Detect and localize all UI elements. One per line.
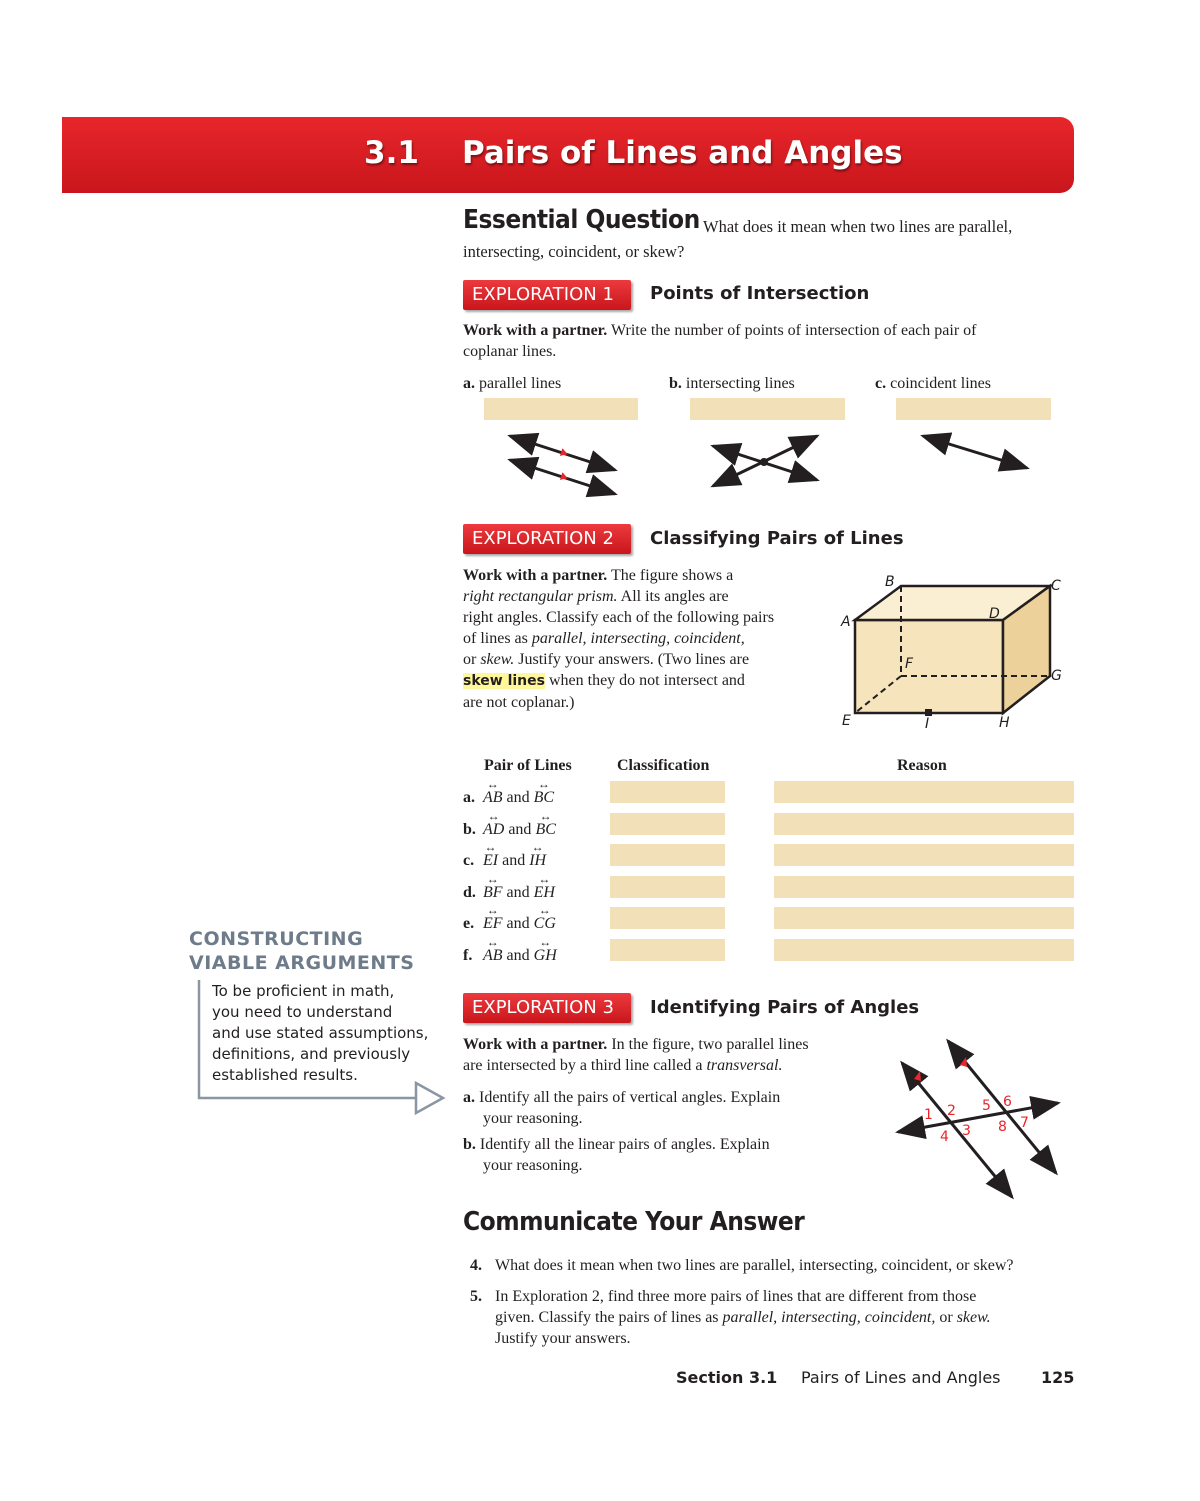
item-text: your reasoning. xyxy=(483,1157,583,1174)
row-letter: c. xyxy=(463,852,475,869)
vertex-label: D xyxy=(989,606,1000,622)
vertex-label: C xyxy=(1051,578,1061,594)
line-name: ↔ BC xyxy=(534,787,554,808)
intro-text: are not coplanar.) xyxy=(463,694,575,711)
classification-input[interactable] xyxy=(610,813,725,835)
line-name: ↔ BC xyxy=(535,819,555,840)
header-reason: Reason xyxy=(897,757,947,774)
reason-input[interactable] xyxy=(774,844,1074,866)
row-letter: d. xyxy=(463,883,476,901)
pairs-table xyxy=(463,781,1075,970)
intro-text: The figure shows a xyxy=(611,567,734,584)
and-text: and xyxy=(508,820,532,838)
item-text: Identify all the linear pairs of angles. Explain xyxy=(479,1136,770,1153)
answer-box-coincident[interactable] xyxy=(896,398,1051,420)
exploration3-intro xyxy=(463,1034,863,1076)
row-letter: e. xyxy=(463,915,475,932)
parallel-lines-diagram xyxy=(500,428,630,500)
angle-label: 2 xyxy=(947,1103,956,1119)
vertex-label: A xyxy=(841,614,851,630)
vertex-label: H xyxy=(999,715,1010,731)
intro-text: In the figure, two parallel lines xyxy=(611,1036,809,1053)
classification-input[interactable] xyxy=(610,939,725,961)
exploration2-title: Classifying Pairs of Lines xyxy=(650,528,904,549)
intro-text: Justify your answers. (Two lines are xyxy=(518,651,750,668)
vertex-label: G xyxy=(1051,668,1062,684)
line-name: ↔ GH xyxy=(534,945,557,966)
question-term: parallel, intersecting, coincident, xyxy=(722,1309,936,1326)
and-text: and xyxy=(502,852,526,869)
footer-section: Section 3.1 xyxy=(676,1368,778,1387)
angle-label: 5 xyxy=(982,1098,991,1114)
question-text: or xyxy=(939,1309,953,1326)
intro-text: of lines as xyxy=(463,630,528,647)
vertex-label: I xyxy=(925,716,930,732)
item-parallel-lines xyxy=(463,373,561,394)
header-pair-of-lines: Pair of Lines xyxy=(484,757,572,774)
intro-text: when they do not intersect and xyxy=(548,672,745,689)
angle-label: 4 xyxy=(940,1129,949,1145)
intro-text: right angles. Classify each of the following pairs xyxy=(463,609,775,626)
reason-input[interactable] xyxy=(774,939,1074,961)
classification-input[interactable] xyxy=(610,844,725,866)
and-text: and xyxy=(506,789,530,806)
row-letter: a. xyxy=(463,789,475,806)
angle-label: 8 xyxy=(998,1119,1007,1135)
coincident-lines-diagram xyxy=(915,428,1035,476)
and-text: and xyxy=(506,915,530,932)
table-row xyxy=(463,939,1075,971)
sidebar-line: definitions, and previously xyxy=(212,1045,411,1063)
intersecting-lines-diagram xyxy=(705,428,825,494)
intro-bold: Work with a partner. xyxy=(463,567,608,584)
line-name: ↔ AB xyxy=(483,945,503,966)
classification-input[interactable] xyxy=(610,781,725,803)
item-label: parallel lines xyxy=(479,375,562,392)
line-name: ↔ AB xyxy=(483,787,503,808)
table-row xyxy=(463,813,1075,845)
intro-bold: Work with a partner. xyxy=(463,1036,608,1053)
item-letter: a. xyxy=(463,1089,475,1106)
section-number: 3.1 xyxy=(364,135,419,171)
exploration2-intro xyxy=(463,565,823,713)
intro-bold: Work with a partner. xyxy=(463,322,608,339)
line-name: ↔ EI xyxy=(483,850,498,871)
item-letter: a. xyxy=(463,375,475,392)
essential-question-line2: intersecting, coincident, or skew? xyxy=(463,242,685,261)
exploration1-intro xyxy=(463,320,1063,341)
angle-label: 7 xyxy=(1020,1115,1029,1131)
exploration1-title: Points of Intersection xyxy=(650,283,870,304)
question-4 xyxy=(470,1255,1070,1276)
answer-box-intersecting[interactable] xyxy=(690,398,845,420)
intro-line1: Write the number of points of intersection of each pair of xyxy=(611,322,977,339)
vertex-label: F xyxy=(905,656,914,672)
sidebar-heading-line: VIABLE ARGUMENTS xyxy=(189,952,415,974)
item-letter: b. xyxy=(463,1136,476,1153)
question-number: 4. xyxy=(470,1257,482,1274)
reason-input[interactable] xyxy=(774,813,1074,835)
item-text: your reasoning. xyxy=(483,1110,583,1127)
section-banner xyxy=(62,117,1074,193)
question-text: given. Classify the pairs of lines as xyxy=(495,1309,719,1326)
angle-label: 3 xyxy=(962,1123,971,1139)
sidebar-heading-line: CONSTRUCTING xyxy=(189,928,364,950)
exploration3-badge: EXPLORATION 3 xyxy=(463,993,631,1023)
intro-text: are intersected by a third line called a xyxy=(463,1057,703,1074)
exploration3-title: Identifying Pairs of Angles xyxy=(650,997,920,1018)
vertex-label: B xyxy=(885,574,895,590)
intro-term: transversal. xyxy=(706,1057,783,1074)
and-text: and xyxy=(506,883,530,901)
sidebar-line: To be proficient in math, xyxy=(212,982,395,1000)
section-title: Pairs of Lines and Angles xyxy=(462,135,903,171)
question-text: In Exploration 2, find three more pairs of lines that are different from those xyxy=(495,1288,977,1305)
communicate-heading: Communicate Your Answer xyxy=(463,1207,805,1237)
intro-text: or xyxy=(463,651,477,668)
sidebar-arrow-icon xyxy=(190,975,450,1125)
header-classification: Classification xyxy=(617,757,710,774)
exploration1-intro-line2: coplanar lines. xyxy=(463,343,557,360)
intro-text: All its angles are xyxy=(620,588,729,605)
line-name: ↔ AD xyxy=(483,819,504,840)
skew-lines-vocab[interactable]: skew lines xyxy=(463,673,545,689)
question-number: 5. xyxy=(470,1288,482,1305)
item-label: intersecting lines xyxy=(685,375,795,392)
line-name: ↔ EF xyxy=(483,913,503,934)
exploration3-item-b xyxy=(463,1134,863,1176)
classification-input[interactable] xyxy=(610,876,725,898)
page-number: 125 xyxy=(1041,1368,1075,1387)
line-name: ↔ CG xyxy=(534,913,556,934)
item-letter: b. xyxy=(669,375,682,392)
question-text: What does it mean when two lines are parallel, intersecting, coincident, or skew? xyxy=(495,1257,1014,1274)
line-name: ↔ BF xyxy=(483,882,503,903)
angle-label: 1 xyxy=(924,1107,933,1123)
exploration3-item-a xyxy=(463,1087,863,1129)
row-letter: b. xyxy=(463,820,476,838)
angle-label: 6 xyxy=(1003,1094,1012,1110)
essential-question-line1: What does it mean when two lines are parallel, xyxy=(703,217,1013,236)
intro-term: right rectangular prism. xyxy=(463,588,618,605)
item-text: Identify all the pairs of vertical angles. Explain xyxy=(479,1089,781,1106)
line-name: ↔ IH xyxy=(529,850,546,871)
exploration2-badge: EXPLORATION 2 xyxy=(463,524,631,554)
reason-input[interactable] xyxy=(774,876,1074,898)
and-text: and xyxy=(506,946,530,964)
exploration1-badge: EXPLORATION 1 xyxy=(463,280,631,310)
item-intersecting-lines xyxy=(669,373,795,394)
intro-term: parallel, intersecting, coincident, xyxy=(531,630,745,647)
transversal-diagram xyxy=(890,1035,1065,1205)
vertex-label: E xyxy=(842,713,851,729)
sidebar-line: you need to understand xyxy=(212,1003,393,1021)
question-text: Justify your answers. xyxy=(495,1330,631,1347)
question-5 xyxy=(470,1286,1070,1347)
question-term: skew. xyxy=(956,1309,991,1326)
reason-input[interactable] xyxy=(774,907,1074,929)
sidebar-heading xyxy=(189,927,414,975)
essential-question-heading: Essential Question xyxy=(463,205,700,235)
answer-box-parallel[interactable] xyxy=(484,398,638,420)
item-letter: c. xyxy=(875,375,887,392)
item-label: coincident lines xyxy=(890,375,991,392)
item-coincident-lines xyxy=(875,373,991,394)
reason-input[interactable] xyxy=(774,781,1074,803)
row-letter: f. xyxy=(463,946,473,964)
rectangular-prism-diagram xyxy=(835,570,1070,735)
footer-title: Pairs of Lines and Angles xyxy=(801,1368,1001,1387)
line-name: ↔ EH xyxy=(534,882,555,903)
sidebar-line: established results. xyxy=(212,1066,358,1084)
classification-input[interactable] xyxy=(610,907,725,929)
sidebar-line: and use stated assumptions, xyxy=(212,1024,429,1042)
intro-term: skew. xyxy=(480,651,515,668)
